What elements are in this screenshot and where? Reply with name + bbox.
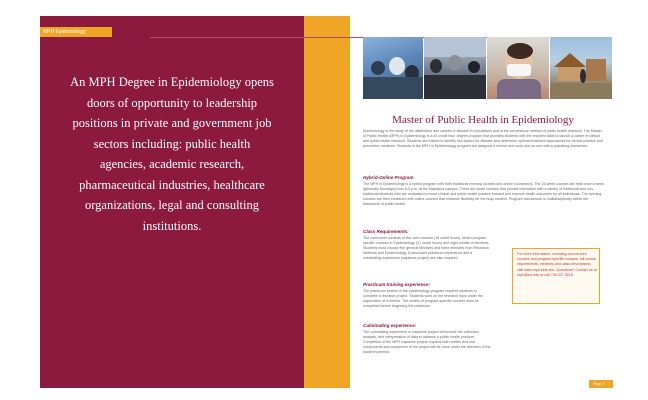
photo-street-crowd: [424, 37, 486, 99]
page-title: Master of Public Health in Epidemiology: [392, 114, 574, 126]
section-heading-practicum: Practicum training experience:: [363, 282, 431, 287]
intro-paragraph: Epidemiology is the study of the distribution and causes of disease in populations and is the cornerstone method of public health research. The Master of Public Health (MPH) in Epidemiology is a 44 credit hour degree program that provides students with the required skills to launch a career in clinical and public health research. Students are trained to identify risk factors for disease and determine optimal treatment approaches for clinical practice and preventive medicine. Students in the MPH in Epidemiology program are assigned a mentor and work one-on-one with a practicing researcher.: [363, 129, 603, 148]
section-heading-culminating: Culminating experience:: [363, 323, 417, 328]
info-box-text: For more information, including current core courses and program-specific courses, full course requirements, electives and class descriptions, visit www.mph.luhs.edu. Questions? Contact us at mph@luc.edu or call 708.327.9018.: [517, 252, 597, 277]
section-heading-hybrid: Hybrid-Online Program: [363, 175, 414, 180]
page-number: Page 7: [589, 380, 613, 388]
photo-mask-wearer: [487, 37, 549, 99]
section-text-culminating: The culminating experience or capstone project will involve the collection, analysis, and interpretation of data to address a public health problem. Completion of the MPH capstone project requires both written and oral components and completion of the project will be done under the direction of the student's mentor.: [363, 330, 491, 354]
section-text-practicum: The practicum portion of the epidemiology program requires students to complete a research project. Students work on the research topic under the supervision of a mentor. The credits of program-specific courses must be completed before beginning the practicum.: [363, 289, 483, 308]
left-quote: An MPH Degree in Epidemiology opens doors of opportunity to leadership positions in private and government job sectors including: public health agencies, academic research, pharmaceutical industries, healthcare organizations, legal and consulting institutions.: [70, 75, 274, 233]
header-tag: MPH Epidemiology: [40, 27, 112, 37]
section-text-class-requirements: The curriculum consists of five core courses (15 credit hours), seven program-specific courses in Epidemiology (21 credit hours) and eight credits of electives. Students must choose five general electives and three electives from Research Methods and Epidemiology. A structured practicum experience and a culminating experience (capstone project) are also required.: [363, 236, 490, 260]
photo-village: [550, 37, 612, 99]
photo-commuters: [363, 37, 423, 99]
gold-strip: [304, 16, 350, 388]
section-text-hybrid: The MPH in Epidemiology is a hybrid program with both traditional evening courses and online coursework. The 15-week courses are held once a week (generally Mondays) from 6-9 p.m. at the Maywood campus. There are some courses that provide interaction with a variety of traditional and non-traditional students who are motivated to move clinical and public health practice forward and improve health outcomes for all individuals. The evening courses are then combined with online courses that enhance flexibility for the busy student. Program coursework is multidisciplinary within the framework of public health.: [363, 182, 604, 206]
section-heading-class-requirements: Class Requirements:: [363, 229, 409, 234]
